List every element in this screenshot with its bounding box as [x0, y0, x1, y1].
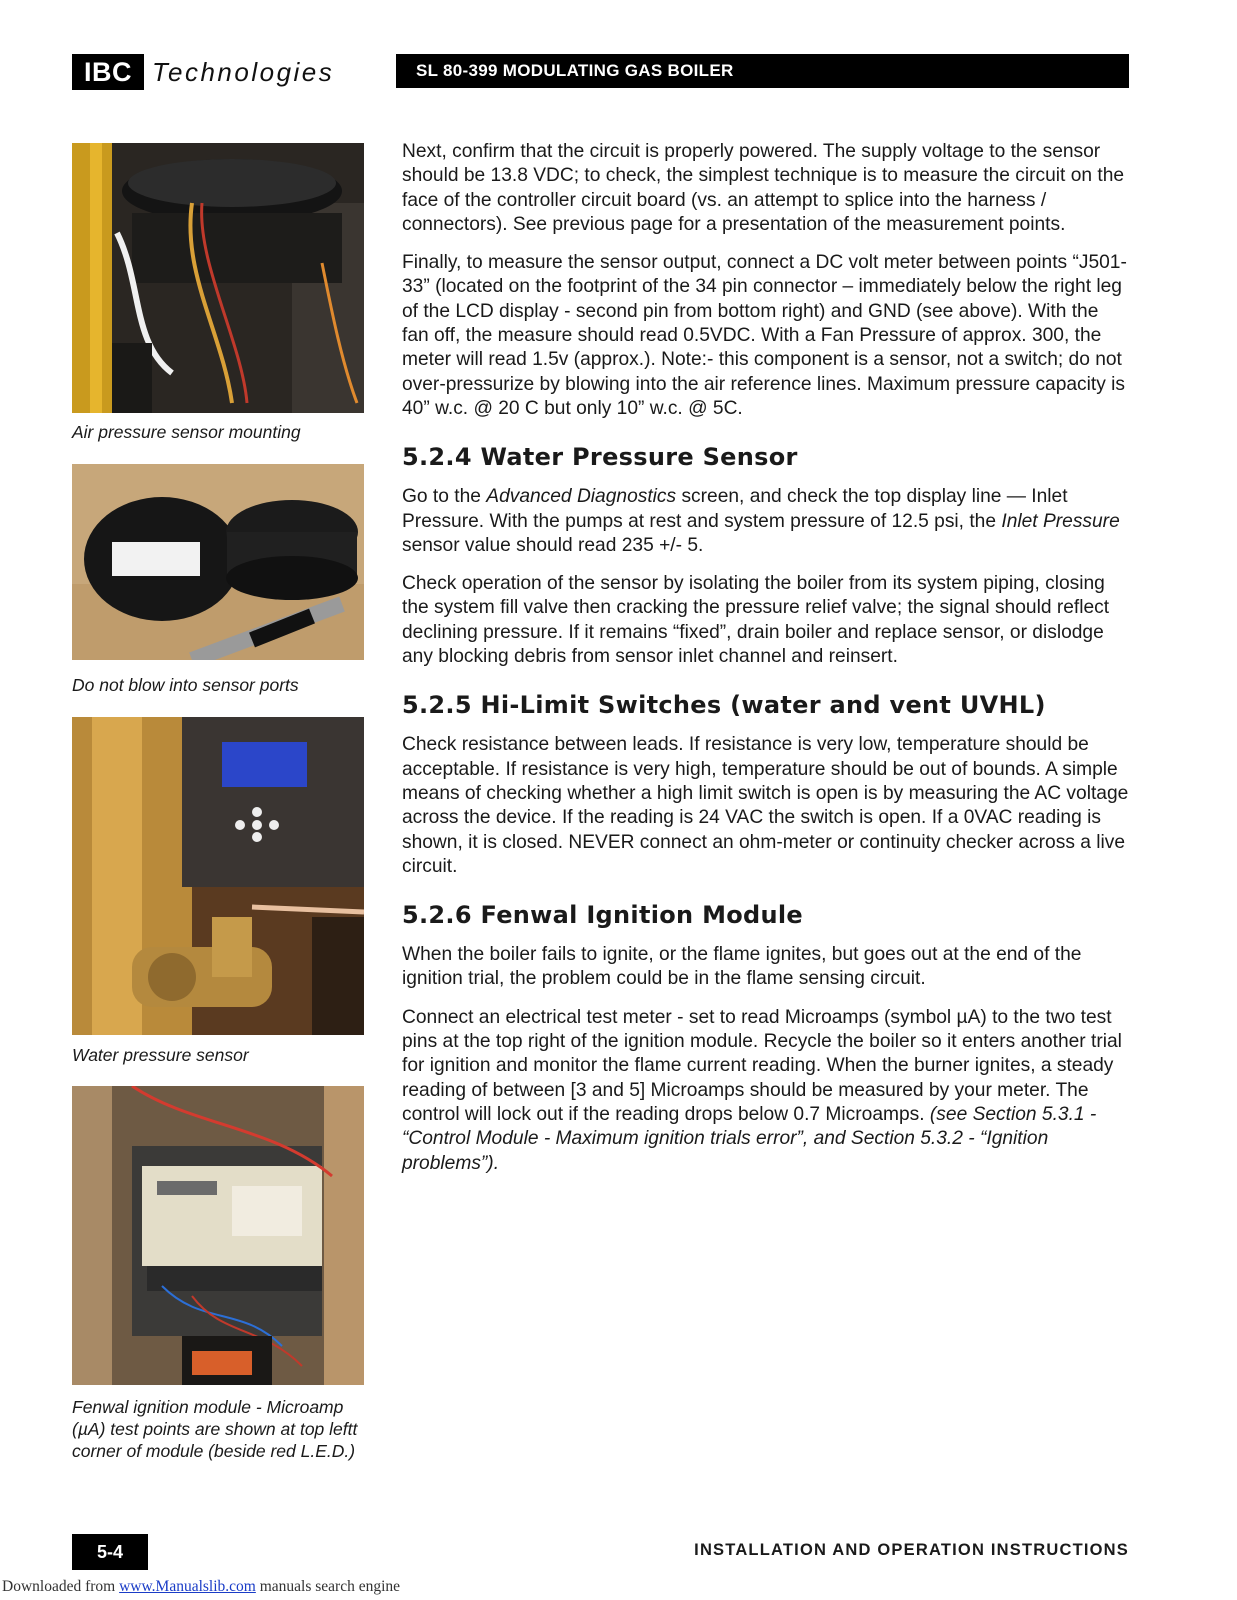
caption-water-pressure-sensor: Water pressure sensor [72, 1045, 249, 1065]
caption-fenwal-ignition-module: Fenwal ignition module - Microamp (µA) test points are shown at top leftt corner of module (beside red L.E.D.) [72, 1397, 358, 1461]
photo-water-pressure-sensor [72, 717, 364, 1035]
caption-sensor-ports: Do not blow into sensor ports [72, 675, 299, 695]
heading-hi-limit-switches: 5.2.5 Hi-Limit Switches (water and vent UVHL) [402, 691, 1046, 720]
photo-sensor-ports [72, 464, 364, 660]
photo-fenwal-ignition-module [72, 1086, 364, 1385]
footer-document-type: INSTALLATION AND OPERATION INSTRUCTIONS [694, 1541, 1129, 1559]
page-number: 5-4 [72, 1534, 148, 1570]
main-content [402, 140, 1130, 1190]
paragraph-supply-voltage: Next, confirm that the circuit is properly powered. The supply voltage to the sensor should be 13.8 VDC; to check, the simplest technique is to measure the circuit on the face of the controller circuit board (vs. an attempt to splice into the harness / connectors). See previous page for a presentation of the measurement points. [402, 141, 1125, 235]
document-title-bar: SL 80-399 MODULATING GAS BOILER [396, 54, 1129, 88]
download-notice: Downloaded from www.Manualslib.com manuals search engine [2, 1578, 401, 1595]
logo-mark: IBC [72, 54, 144, 90]
photo-air-pressure-sensor [72, 143, 364, 413]
manualslib-link[interactable]: www.Manualslib.com [119, 1578, 256, 1595]
paragraph-advanced-diagnostics: Go to the Advanced Diagnostics screen, and check the top display line — Inlet Pressure. With the pumps at rest and system pressure of 12.5 psi, the Inlet Pressure sensor value should read 235 +/- 5. [402, 486, 1120, 556]
heading-water-pressure-sensor: 5.2.4 Water Pressure Sensor [402, 443, 798, 472]
heading-fenwal-ignition-module: 5.2.6 Fenwal Ignition Module [402, 901, 804, 930]
paragraph-boiler-fails-to-ignite: When the boiler fails to ignite, or the flame ignites, but goes out at the end of the ignition trial, the problem could be in the flame sensing circuit. [402, 944, 1082, 990]
caption-air-pressure-sensor: Air pressure sensor mounting [72, 422, 301, 442]
paragraph-check-sensor-operation: Check operation of the sensor by isolating the boiler from its system piping, closing the system fill valve then cracking the pressure relief valve; the signal should reflect declining pressure. If it remains “fixed”, drain boiler and replace sensor, or dislodge any blocking debris from sensor inlet channel and reinsert. [402, 573, 1110, 668]
paragraph-check-resistance: Check resistance between leads. If resistance is very low, temperature should be acceptable. If resistance is very high, temperature should be out of bounds. A simple means of checking whether a high limit switch is open is by measuring the AC voltage across the device. If the reading is 24 VAC the switch is open. If a 0VAC reading is shown, it is closed. NEVER connect an ohm-meter or continuity checker across a live circuit. [402, 734, 1129, 877]
brand-logo [72, 53, 334, 91]
logo-wordmark: Technologies [152, 56, 335, 87]
paragraph-sensor-output: Finally, to measure the sensor output, connect a DC volt meter between points “J501-33” (located on the footprint of the 34 pin connector – immediately below the right leg of the LCD display - second pin from bottom right) and GND (see above). With the fan off, the measure should read 0.5VDC. With a Fan Pressure of approx. 300, the meter will read 1.5v (approx.). Note:- this component is a sensor, not a switch; do not over-pressurize by blowing into the air reference lines. Maximum pressure capacity is 40” w.c. @ 20 C but only 10” w.c. @ 5C. [402, 252, 1127, 419]
paragraph-test-meter: Connect an electrical test meter - set to read Microamps (symbol µA) to the two test pins at the top right of the ignition module. Recycle the boiler so it enters another trial for ignition and monitor the flame current reading. When the burner ignites, a steady reading of between [3 and 5] Microamps should be measured by your meter. The control will lock out if the reading drops below 0.7 Microamps. (see Section 5.3.1 - “Control Module - Maximum ignition trials error”, and Section 5.3.2 - “Ignition problems”). [402, 1006, 1122, 1174]
